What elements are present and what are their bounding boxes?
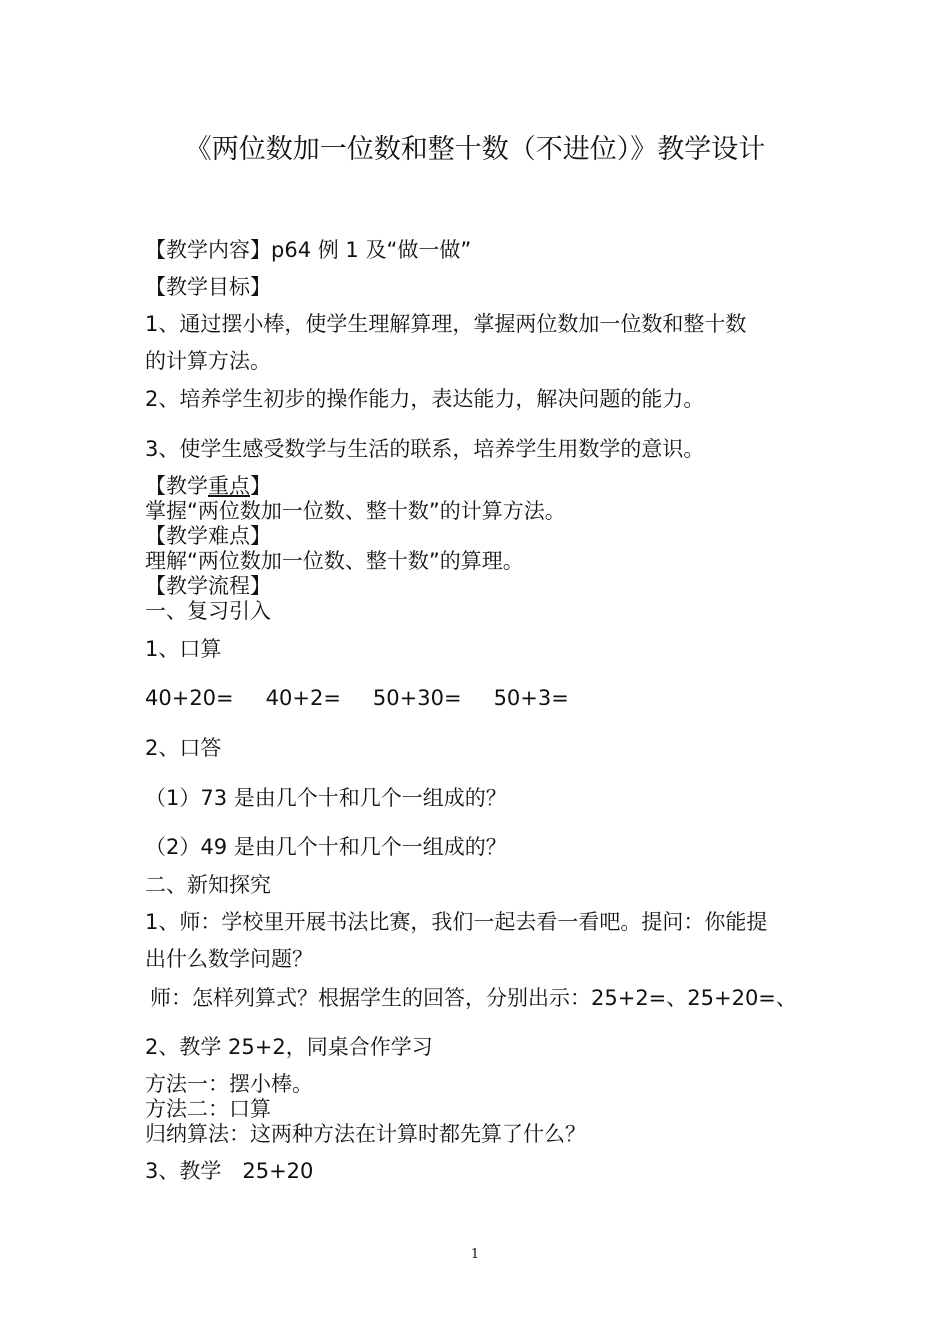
teacher-question-line: 师：怎样列算式？根据学生的回答，分别出示：25+2=、25+20=、 xyxy=(150,986,797,1010)
oral-calc-3: 50+30= xyxy=(372,686,462,710)
document-title: 《两位数加一位数和整十数（不进位）》教学设计 xyxy=(184,134,766,165)
method-1: 方法一：摆小棒。 xyxy=(145,1072,313,1096)
section-2-item-1-line-2: 出什么数学问题？ xyxy=(145,947,313,971)
section-2-item-2: 2、教学 25+2，同桌合作学习 xyxy=(145,1035,433,1059)
goal-1-line-2: 的计算方法。 xyxy=(145,349,271,373)
page-number: 1 xyxy=(470,1247,480,1262)
key-heading-prefix: 【教学 xyxy=(145,474,208,498)
teaching-goals-heading: 【教学目标】 xyxy=(145,275,271,299)
section-2-item-1-line-1: 1、师：学校里开展书法比赛，我们一起去看一看吧。提问：你能提 xyxy=(145,910,768,934)
goal-2: 2、培养学生初步的操作能力，表达能力，解决问题的能力。 xyxy=(145,387,705,411)
section-1-heading: 一、复习引入 xyxy=(145,599,271,623)
process-heading: 【教学流程】 xyxy=(145,574,271,598)
difficulty-heading: 【教学难点】 xyxy=(145,524,271,548)
goal-3: 3、使学生感受数学与生活的联系，培养学生用数学的意识。 xyxy=(145,437,705,461)
goal-1-line-1: 1、通过摆小棒，使学生理解算理，掌握两位数加一位数和整十数 xyxy=(145,312,747,336)
teaching-content-line: 【教学内容】p64 例 1 及“做一做” xyxy=(145,238,472,262)
question-2: （2）49 是由几个十和几个一组成的？ xyxy=(145,835,507,859)
section-1-item-1: 1、口算 xyxy=(145,637,222,661)
summary-line: 归纳算法：这两种方法在计算时都先算了什么？ xyxy=(145,1122,586,1146)
key-point-text: 掌握“两位数加一位数、整十数”的计算方法。 xyxy=(145,499,566,523)
oral-calc-2: 40+2= xyxy=(265,686,341,710)
oral-calc-1: 40+20= xyxy=(145,686,234,710)
oral-calc-4: 50+3= xyxy=(493,686,569,710)
section-2-item-3: 3、教学 25+20 xyxy=(145,1159,314,1183)
section-2-heading: 二、新知探究 xyxy=(145,873,271,897)
key-heading-underlined: 重点 xyxy=(208,474,250,498)
method-2: 方法二：口算 xyxy=(145,1097,271,1121)
key-heading-suffix: 】 xyxy=(250,474,271,498)
key-point-heading xyxy=(145,473,271,499)
oral-calc-row xyxy=(145,685,569,711)
difficulty-text: 理解“两位数加一位数、整十数”的算理。 xyxy=(145,549,524,573)
section-1-item-2: 2、口答 xyxy=(145,736,222,760)
question-1: （1）73 是由几个十和几个一组成的？ xyxy=(145,786,507,810)
